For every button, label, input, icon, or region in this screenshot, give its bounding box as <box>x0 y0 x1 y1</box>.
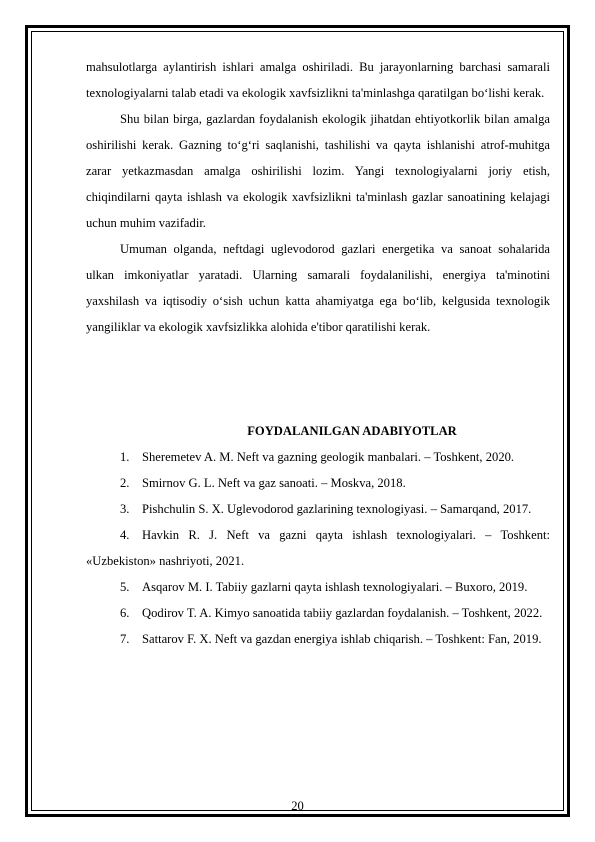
reference-text: Qodirov T. A. Kimyo sanoatida tabiiy gazlardan foydalanish. – Toshkent, 2022. <box>142 606 543 620</box>
reference-number: 1. <box>120 450 130 464</box>
references-heading: FOYDALANILGAN ADABIYOTLAR <box>247 424 457 438</box>
body-paragraph-1: mahsulotlarga aylantirish ishlari amalga oshiriladi. Bu jarayonlarning barchasi samarali texnologiyalarni talab etadi va ekologik xavfsizlikni ta'minlashga qaratilgan bo‘lishi kerak. <box>86 60 550 100</box>
reference-number: 2. <box>120 476 130 490</box>
reference-number: 4. <box>120 528 130 542</box>
reference-number: 5. <box>120 580 130 594</box>
body-paragraph-2: Shu bilan birga, gazlardan foydalanish ekologik jihatdan ehtiyotkorlik bilan amalga oshirilishi kerak. Gazning to‘g‘ri saqlanishi, tashilishi va qayta ishlanishi atrof-muhitga zarar yetkazmasdan amalga oshirilishi lozim. Yangi texnologiyalarni joriy etish, chiqindilarni qayta ishlash va ekologik xavfsizlikni ta'minlash gazlar sanoatining kelajagi uchun muhim vazifadir. <box>86 112 550 230</box>
reference-number: 6. <box>120 606 130 620</box>
reference-text: Sattarov F. X. Neft va gazdan energiya ishlab chiqarish. – Toshkent: Fan, 2019. <box>142 632 542 646</box>
reference-text: Asqarov M. I. Tabiiy gazlarni qayta ishlash texnologiyalari. – Buxoro, 2019. <box>142 580 528 594</box>
page-number: 20 <box>291 799 304 813</box>
reference-text: Smirnov G. L. Neft va gaz sanoati. – Moskva, 2018. <box>142 476 406 490</box>
references-list <box>86 444 550 652</box>
reference-text: Sheremetev A. M. Neft va gazning geologik manbalari. – Toshkent, 2020. <box>142 450 515 464</box>
reference-item <box>86 600 550 626</box>
reference-text: Havkin R. J. Neft va gazni qayta ishlash texnologiyalari. – Toshkent: «Uzbekiston» nashriyoti, 2021. <box>86 528 550 568</box>
reference-text: Pishchulin S. X. Uglevodorod gazlarining texnologiyasi. – Samarqand, 2017. <box>142 502 532 516</box>
reference-item <box>86 522 550 574</box>
reference-item <box>86 626 550 652</box>
section-spacer <box>86 340 550 418</box>
reference-number: 7. <box>120 632 130 646</box>
body-paragraph-3: Umuman olganda, neftdagi uglevodorod gazlari energetika va sanoat sohalarida ulkan imkoniyatlar yaratadi. Ularning samarali foydalanilishi, energiya ta'minotini yaxshilash va iqtisodiy o‘sish uchun katta ahamiyatga ega bo‘lib, kelgusida texnologik yangiliklar va ekologik xavfsizlikka alohida e'tibor qaratilishi kerak. <box>86 242 550 334</box>
reference-item <box>86 470 550 496</box>
reference-item <box>86 574 550 600</box>
reference-item <box>86 444 550 470</box>
page-content <box>86 54 550 652</box>
reference-item <box>86 496 550 522</box>
reference-number: 3. <box>120 502 130 516</box>
